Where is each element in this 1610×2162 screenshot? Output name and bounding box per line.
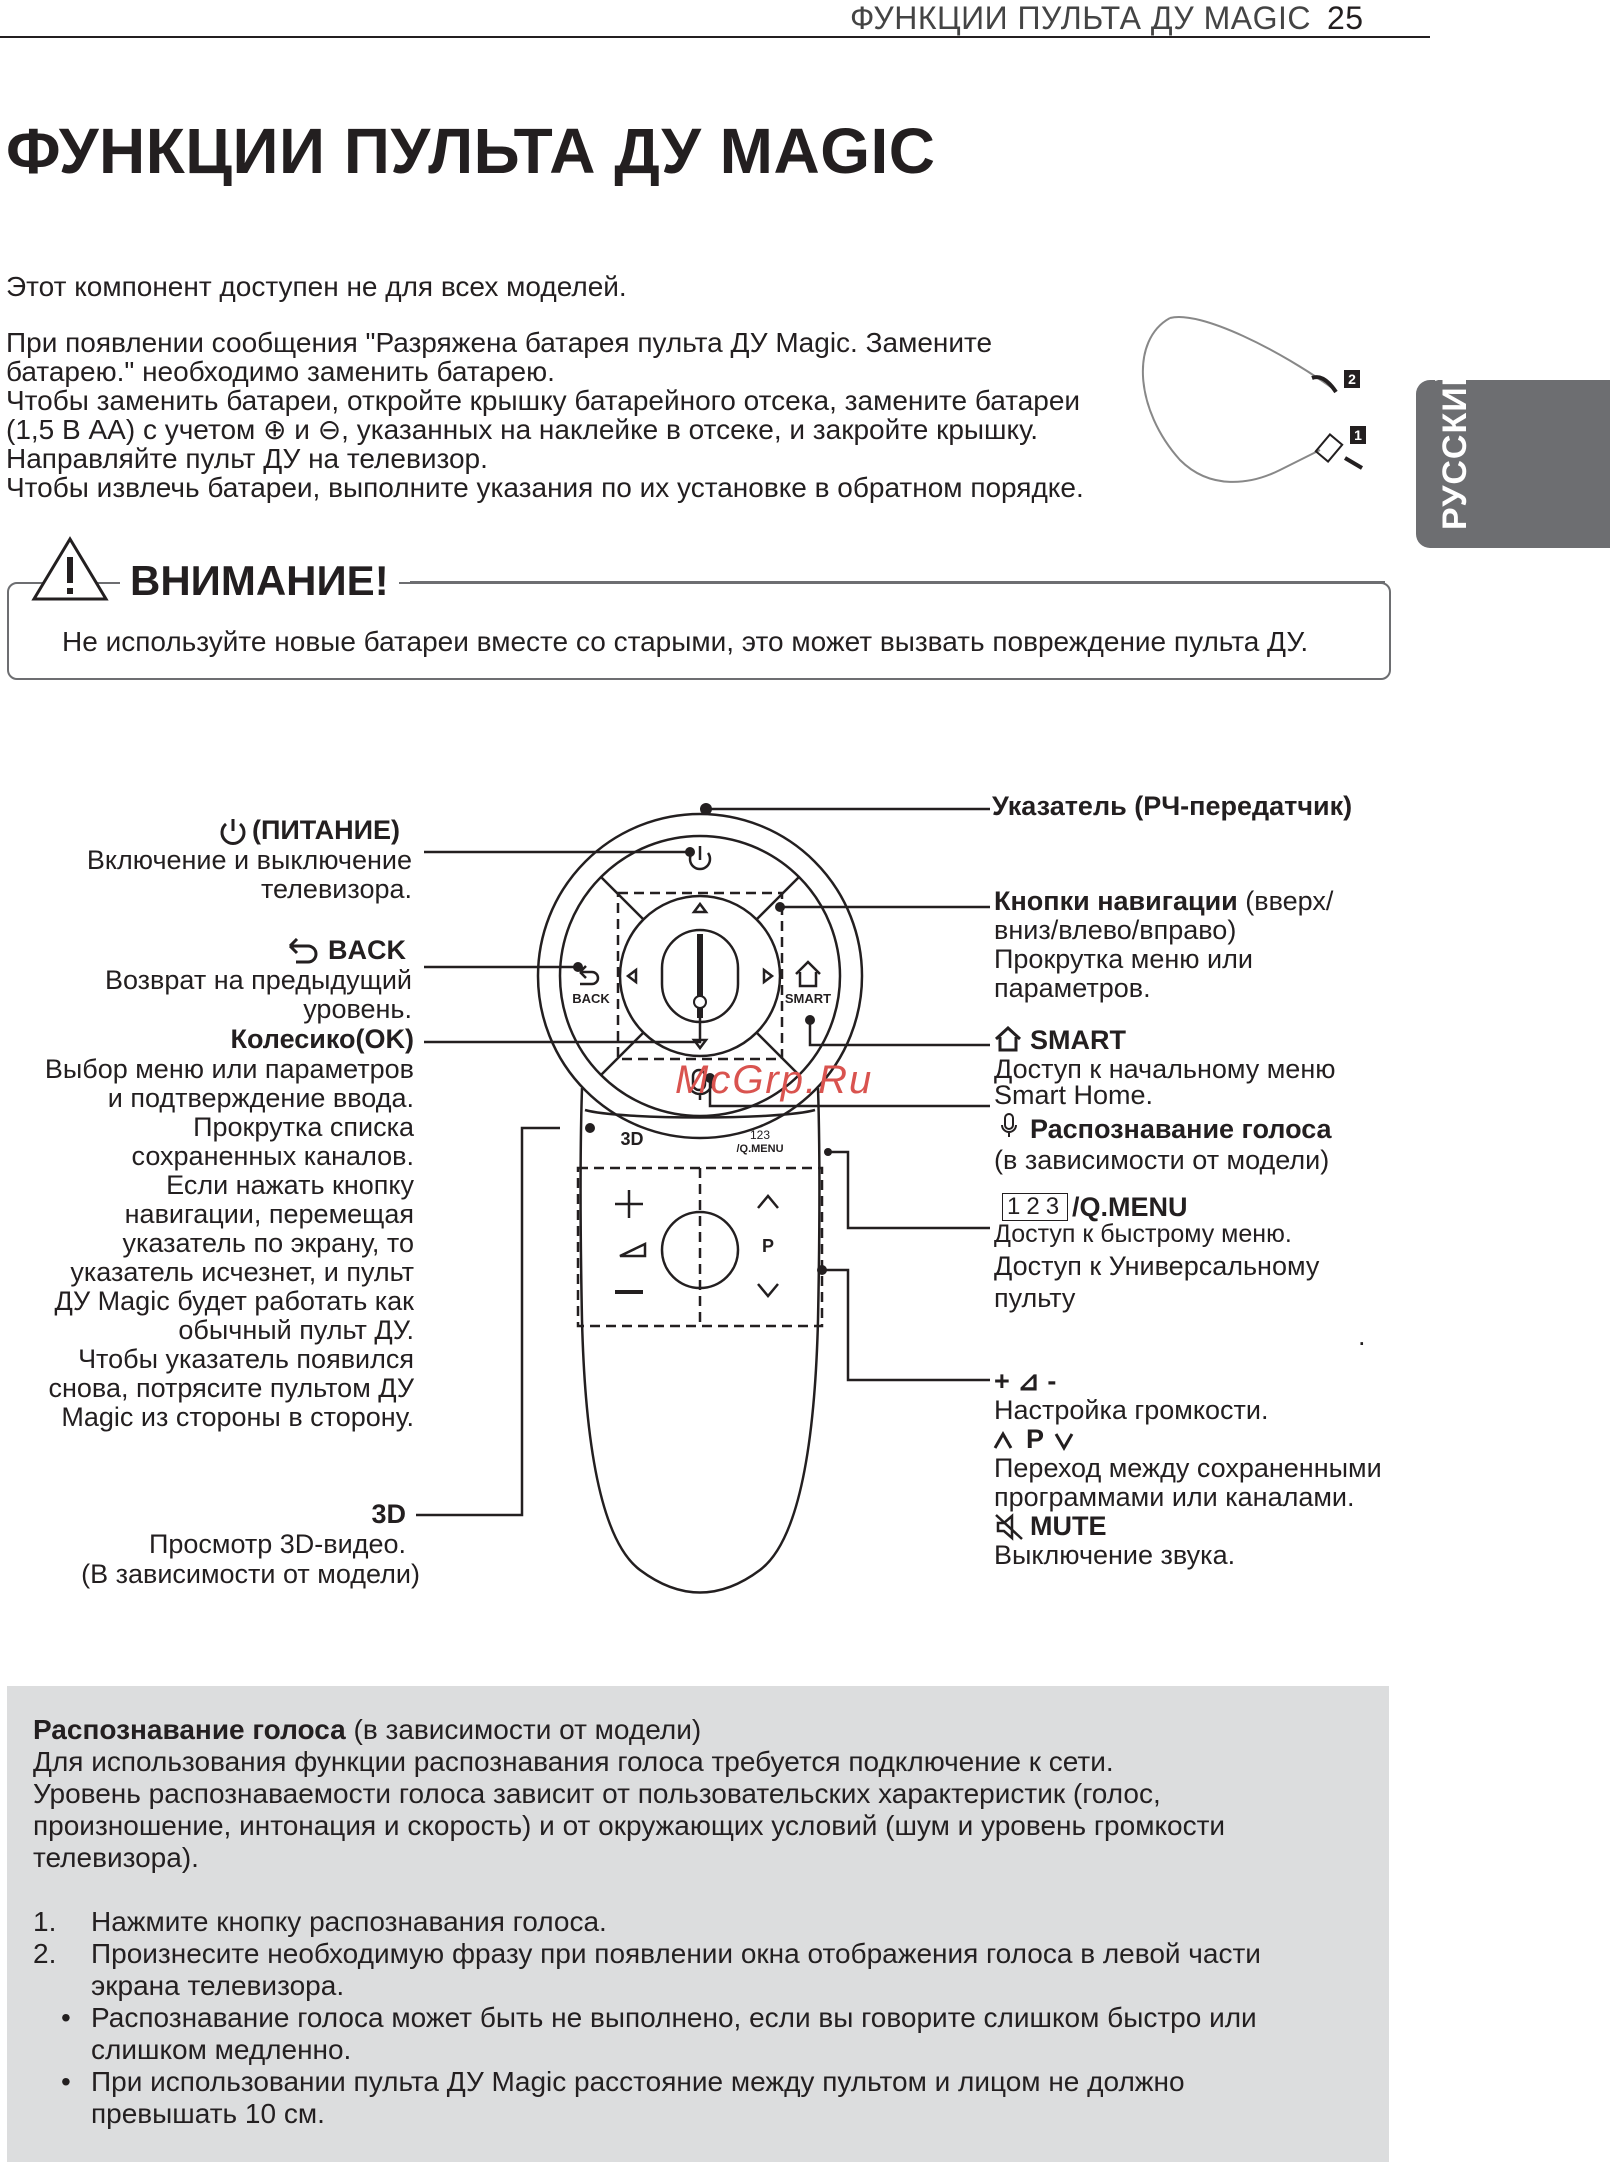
- running-title: ФУНКЦИИ ПУЛЬТА ДУ MAGIC: [850, 0, 1311, 36]
- wheel-line: снова, потрясите пультом ДУ: [48, 1373, 414, 1403]
- back-icon: [286, 938, 320, 964]
- volume-line-1: Настройка громкости.: [994, 1395, 1269, 1425]
- caution-text: Не используйте новые батареи вместе со старыми, это может вызвать повреждение пульта ДУ.: [62, 626, 1309, 657]
- power-line-1: Включение и выключение: [86, 845, 412, 875]
- bullet-line: слишком медленно.: [91, 2034, 352, 2065]
- nav-line-2: вниз/влево/вправо): [994, 915, 1237, 945]
- remote-qmenu-digits: 123: [749, 1128, 771, 1142]
- replace-line-1: Чтобы заменить батареи, откройте крышку батарейного отсека, замените батареи: [6, 385, 1081, 416]
- step-1-label: 1: [1354, 427, 1362, 443]
- caution-rule: [410, 581, 1385, 583]
- program-line-2: программами или каналами.: [994, 1482, 1355, 1512]
- note-line-4: телевизора).: [33, 1842, 199, 1873]
- smart-home-icon: [994, 1026, 1022, 1052]
- power-title: (ПИТАНИЕ): [252, 815, 400, 845]
- program-title: P: [1026, 1424, 1045, 1454]
- qmenu-digits-icon: 123: [1002, 1193, 1068, 1221]
- power-line-2: телевизора.: [260, 874, 412, 904]
- qmenu-line-2: Доступ к Универсальному: [994, 1251, 1320, 1281]
- note-line-3: произношение, интонация и скорость) и от окружающих условий (шум и уровень громкости: [33, 1810, 1226, 1841]
- note-step-2: [33, 1938, 1363, 1970]
- step-text: Нажмите кнопку распознавания голоса.: [91, 1906, 607, 1937]
- qmenu-line-1: Доступ к быстрому меню.: [994, 1220, 1292, 1248]
- nav-line-4: параметров.: [994, 973, 1151, 1003]
- pointer-title: Указатель (РЧ-передатчик): [992, 791, 1353, 821]
- warning-icon: [30, 535, 110, 605]
- voice-line-1: (в зависимости от модели): [994, 1145, 1330, 1175]
- nav-title: Кнопки навигации: [994, 886, 1238, 916]
- wheel-line: сохраненных каналов.: [131, 1141, 414, 1171]
- wheel-line: ДУ Magic будет работать как: [54, 1286, 414, 1316]
- power-icon: [218, 816, 248, 846]
- remote-p-label: P: [761, 1236, 775, 1256]
- nav-rest: (вверх/: [1237, 886, 1334, 916]
- mute-icon: [994, 1513, 1024, 1541]
- wheel-line: Выбор меню или параметров: [44, 1054, 414, 1084]
- program-line-1: Переход между сохраненными: [994, 1453, 1382, 1483]
- bullet-icon: •: [61, 2002, 71, 2033]
- bullet-line: превышать 10 см.: [91, 2098, 325, 2129]
- smart-line-1: Доступ к начальному меню: [994, 1054, 1336, 1084]
- point-instruction: Направляйте пульт ДУ на телевизор.: [6, 443, 488, 474]
- back-title: BACK: [328, 935, 406, 965]
- bullet-line: Распознавание голоса может быть не выполнено, если вы говорите слишком быстро или: [91, 2002, 1257, 2033]
- wheel-line: обычный пульт ДУ.: [178, 1315, 414, 1345]
- wheel-line: Чтобы указатель появился: [78, 1344, 414, 1374]
- note-bullet-2: [33, 2066, 1363, 2130]
- step-2-label: 2: [1348, 371, 1356, 387]
- smart-title: SMART: [1030, 1025, 1126, 1055]
- step-text: Произнесите необходимую фразу при появлении окна отображения голоса в левой части: [91, 1938, 1261, 1969]
- note-line-2: Уровень распознаваемости голоса зависит от пользовательских характеристик (голос,: [33, 1778, 1161, 1809]
- qmenu-title: /Q.MENU: [1072, 1192, 1188, 1222]
- remove-instruction: Чтобы извлечь батареи, выполните указания по их установке в обратном порядке.: [6, 472, 1084, 503]
- note-title-rest: (в зависимости от модели): [345, 1714, 702, 1745]
- threed-line-1: Просмотр 3D-видео.: [148, 1529, 406, 1559]
- mute-line-1: Выключение звука.: [994, 1540, 1236, 1570]
- voice-note: [33, 1714, 1363, 2130]
- mute-title: MUTE: [1030, 1511, 1107, 1541]
- voice-title: Распознавание голоса: [1030, 1114, 1332, 1144]
- step-number: 2.: [33, 1938, 57, 1969]
- bullet-icon: •: [61, 2066, 71, 2097]
- threed-line-2: (В зависимости от модели): [81, 1559, 420, 1589]
- back-line-1: Возврат на предыдущий: [104, 965, 412, 995]
- note-step-1: [33, 1906, 1363, 1938]
- wheel-line: Если нажать кнопку: [166, 1170, 414, 1200]
- wheel-line: навигации, перемещая: [124, 1199, 414, 1229]
- smart-line-2: Smart Home.: [994, 1080, 1154, 1110]
- language-tab-label: РУССКИЙ: [1436, 360, 1474, 530]
- wheel-description: [0, 1055, 414, 1432]
- note-title: Распознавание голоса: [33, 1714, 346, 1745]
- caution-title: ВНИМАНИЕ!: [120, 557, 399, 605]
- bullet-line: При использовании пульта ДУ Magic расстояние между пультом и лицом не должно: [91, 2066, 1185, 2097]
- note-bullet-1: [33, 2002, 1363, 2066]
- note-heading: [33, 1714, 1363, 1746]
- page-number: 25: [1326, 0, 1364, 36]
- volume-title: + ⊿ -: [994, 1366, 1057, 1396]
- nav-line-3: Прокрутка меню или: [994, 944, 1253, 974]
- remote-3d-label: 3D: [620, 1129, 644, 1149]
- wheel-line: и подтверждение ввода.: [107, 1083, 414, 1113]
- note-step-2-cont: экрана телевизора.: [91, 1970, 345, 2001]
- wheel-line: Magic из стороны в сторону.: [61, 1402, 414, 1432]
- back-line-2: уровень.: [303, 994, 412, 1024]
- remote-qmenu-label: /Q.MENU: [736, 1143, 784, 1155]
- running-header: [850, 0, 1364, 37]
- microphone-icon: [1000, 1113, 1018, 1141]
- nav-line-1: [994, 887, 1333, 916]
- wheel-line: указатель исчезнет, и пульт: [70, 1257, 414, 1287]
- threed-title: 3D: [371, 1499, 406, 1529]
- availability-note: Этот компонент доступен не для всех моделей.: [6, 271, 627, 302]
- battery-cover-illustration: [1140, 310, 1390, 500]
- note-line-1: Для использования функции распознавания голоса требуется подключение к сети.: [33, 1746, 1114, 1777]
- replace-line-2: (1,5 В AA) с учетом ⊕ и ⊖, указанных на наклейке в отсеке, и закройте крышку.: [6, 414, 1039, 445]
- battery-line-2: батарею." необходимо заменить батарею.: [6, 356, 555, 387]
- wheel-line: указатель по экрану, то: [122, 1228, 414, 1258]
- battery-line-1: При появлении сообщения "Разряжена батарея пульта ДУ Magic. Замените: [6, 327, 993, 358]
- language-tab: [1416, 360, 1610, 548]
- header-rule: [0, 36, 1430, 38]
- step-number: 1.: [33, 1906, 57, 1937]
- remote-back-label: BACK: [572, 991, 610, 1006]
- page-title: ФУНКЦИИ ПУЛЬТА ДУ MAGIC: [6, 115, 936, 187]
- remote-smart-label: SMART: [784, 991, 832, 1006]
- qmenu-line-3: пульту: [994, 1283, 1076, 1313]
- wheel-line: Прокрутка списка: [193, 1112, 414, 1142]
- wheel-title: Колесико(OK): [230, 1024, 414, 1054]
- qmenu-dot: .: [1358, 1321, 1366, 1351]
- watermark: McGrp.Ru: [675, 1058, 874, 1102]
